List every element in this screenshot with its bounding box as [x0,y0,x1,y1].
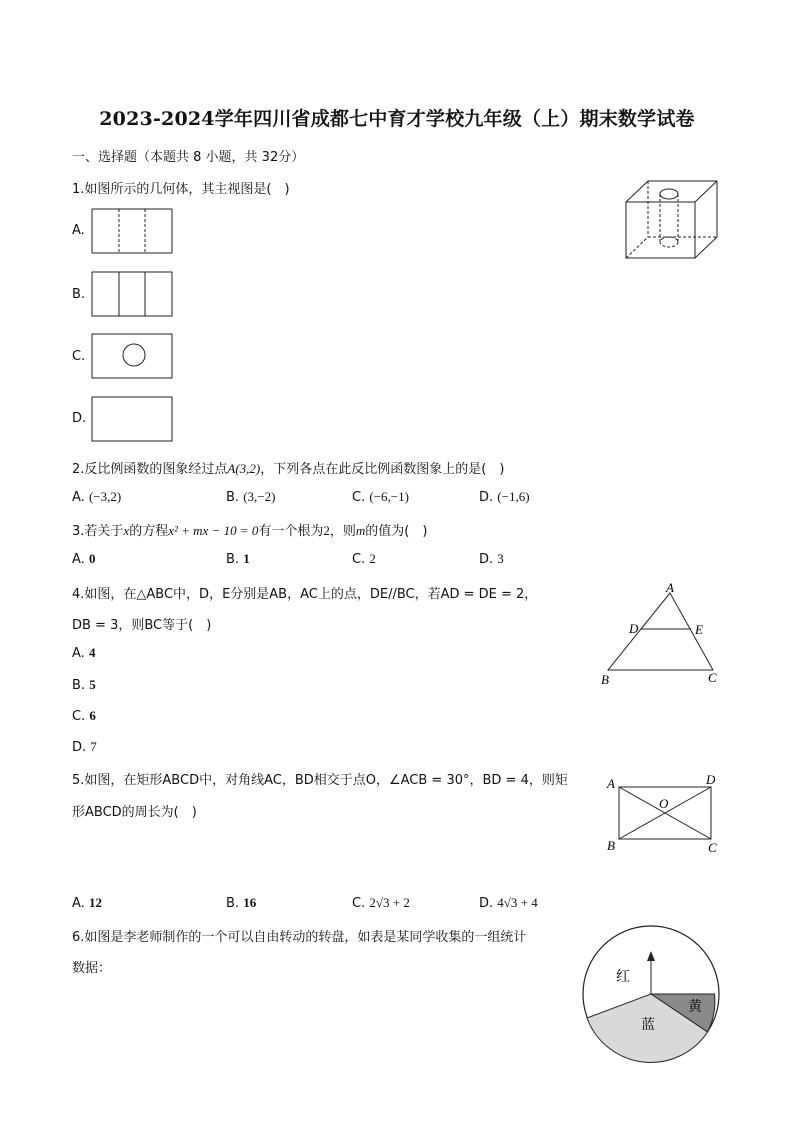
q3-option-a: A. 0 [72,551,96,567]
q4-stem-line2: DB = 3，则BC等于( ) [72,618,212,633]
q4-label-c: C [708,670,717,685]
q6-stem-line2: 数据： [72,961,112,976]
q3-option-d: D. 3 [479,551,504,567]
q2-stem: 2.反比例函数的图象经过点A(3,2)，下列各点在此反比例函数图象上的是( ) [72,461,505,477]
page-title: 2023-2024学年四川省成都七中育才学校九年级（上）期末数学试卷 [99,108,695,130]
q5-stem-line1: 5.如图，在矩形ABCD中，对角线AC，BD相交于点O，∠ACB = 30°，BD = 4，则矩 [72,773,568,788]
q6-label-red: 红 [616,970,630,985]
q6-label-yellow: 黄 [688,1000,702,1015]
q5-option-c: C. 2√3 + 2 [352,895,410,911]
q3-option-c: C. 2 [352,551,376,567]
q1-option-d-figure [91,396,173,442]
q5-option-d: D. 4√3 + 4 [479,895,538,911]
q1-option-b-label: B. [72,287,86,302]
section-heading: 一、选择题（本题共 8 小题，共 32分） [72,150,305,165]
q4-label-e: E [695,622,703,637]
q4-label-b: B [601,672,609,687]
q4-stem-line1: 4.如图，在△ABC中，D，E分别是AB，AC上的点，DE//BC，若AD = DE = 2， [72,587,538,602]
q4-label-d: D [629,621,639,636]
q1-stem: 1.如图所示的几何体，其主视图是( ) [72,182,290,197]
q4-label-a: A [666,580,674,595]
q5-stem-line2: 形ABCD的周长为( ) [72,805,197,820]
q4-option-c: C. 6 [72,708,96,724]
q2-option-d: D. (−1,6) [479,489,530,505]
q1-option-c-label: C. [72,349,86,364]
q1-cube-figure [620,178,722,262]
q2-option-a: A. (−3,2) [72,489,122,505]
q5-label-d: D [706,772,716,787]
q1-option-c-figure [91,333,173,379]
q5-rectangle-figure [603,770,723,856]
q4-option-a: A. 4 [72,645,96,661]
q4-triangle-figure [598,578,723,688]
q5-label-b: B [607,838,615,853]
q3-stem: 3.若关于x的方程x² + mx − 10 = 0有一个根为2，则m的值为( ) [72,523,428,539]
q5-label-c: C [708,840,717,855]
q4-option-b: B. 5 [72,677,96,693]
q6-label-blue: 蓝 [641,1018,655,1033]
q5-option-b: B. 16 [226,895,257,911]
q1-option-b-figure [91,271,173,317]
q2-option-b: B. (3,−2) [226,489,276,505]
q4-option-d: D. 7 [72,739,97,755]
q6-spinner-figure [580,924,722,1064]
q5-label-o: O [659,796,669,811]
q2-option-c: C. (−6,−1) [352,489,409,505]
q3-option-b: B. 1 [226,551,250,567]
q6-stem-line1: 6.如图是李老师制作的一个可以自由转动的转盘，如表是某同学收集的一组统计 [72,930,527,945]
q5-option-a: A. 12 [72,895,102,911]
q1-option-d-label: D. [72,411,87,426]
q1-option-a-label: A. [72,223,85,238]
q5-label-a: A [607,776,615,791]
q1-option-a-figure [91,208,173,254]
